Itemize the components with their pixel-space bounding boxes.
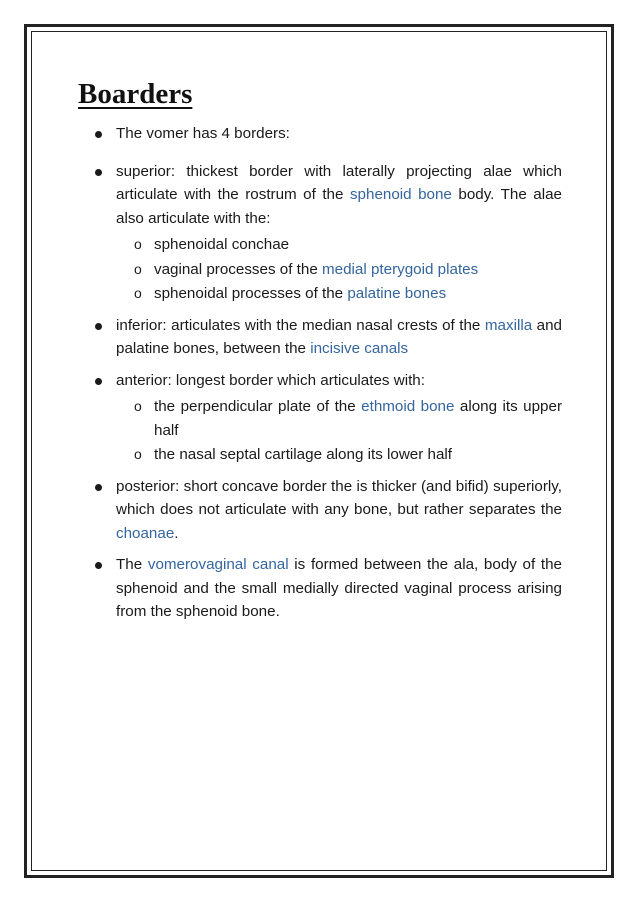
anterior-text: anterior: longest border which articulates with: [116, 371, 425, 389]
vomerovaginal-text-2: is formed between the ala, body of the sphenoid and the small medially directed vaginal process arising from the sphenoid bone. [116, 556, 562, 620]
superior-sublist [116, 233, 562, 306]
sub-text: vaginal processes of the [154, 260, 323, 278]
posterior-text-2: . [174, 524, 179, 542]
list-item-anterior [92, 369, 562, 467]
circle-bullet-icon: o [134, 285, 142, 301]
link-choanae[interactable]: choanae [116, 524, 175, 542]
link-maxilla[interactable]: maxilla [484, 316, 533, 334]
sublist-item [116, 395, 562, 442]
link-palatine-bones[interactable]: palatine bones [347, 285, 447, 302]
circle-bullet-icon: o [134, 446, 142, 462]
borders-list [92, 122, 562, 624]
inferior-text-1: inferior: articulates with the median nasal crests of the [116, 316, 485, 334]
section-heading: Boarders [78, 78, 193, 110]
link-sphenoid-bone[interactable]: sphenoid bone [349, 186, 452, 203]
list-item-intro [92, 122, 562, 146]
bullet-icon [95, 131, 102, 138]
list-item-posterior [92, 475, 562, 546]
link-medial-pterygoid-plates[interactable]: medial pterygoid plates [322, 260, 479, 278]
list-item-inferior [92, 314, 562, 361]
sublist-item [116, 233, 562, 257]
link-incisive-canals[interactable]: incisive canals [310, 340, 409, 357]
sub-text-after: along its upper half [154, 398, 563, 439]
sub-text: the perpendicular plate of the [154, 398, 362, 415]
list-item-superior [92, 160, 562, 306]
sub-text: sphenoidal conchae [154, 236, 290, 253]
bullet-icon [95, 562, 102, 569]
superior-text-1: superior: thickest border with laterally projecting alae which articulate with the rostrum of the [116, 162, 562, 203]
superior-text-2: body. The alae also articulate with the: [116, 186, 562, 227]
anterior-sublist [116, 395, 562, 467]
bullet-icon [95, 484, 102, 491]
list-item-vomerovaginal [92, 553, 562, 624]
bullet-icon [95, 378, 102, 385]
sublist-item [116, 443, 562, 467]
inferior-text-2: and palatine bones, between the [116, 316, 562, 357]
sub-text: sphenoidal processes of the [154, 285, 348, 302]
sublist-item [116, 282, 562, 306]
circle-bullet-icon: o [134, 398, 142, 414]
bullet-icon [95, 323, 102, 330]
vomerovaginal-text-1: The [116, 556, 148, 573]
link-ethmoid-bone[interactable]: ethmoid bone [361, 398, 455, 415]
link-vomerovaginal-canal[interactable]: vomerovaginal canal [147, 556, 289, 573]
bullet-icon [95, 169, 102, 176]
content-body [92, 122, 562, 632]
circle-bullet-icon: o [134, 236, 142, 252]
sublist-item [116, 258, 562, 282]
circle-bullet-icon: o [134, 260, 142, 277]
posterior-text-1: posterior: short concave border the is thicker (and bifid) superiorly, which does not articulate with any bone, but rather separates the [116, 477, 562, 518]
sub-text: the nasal septal cartilage along its lower half [154, 446, 453, 463]
intro-text: The vomer has 4 borders: [116, 125, 290, 142]
